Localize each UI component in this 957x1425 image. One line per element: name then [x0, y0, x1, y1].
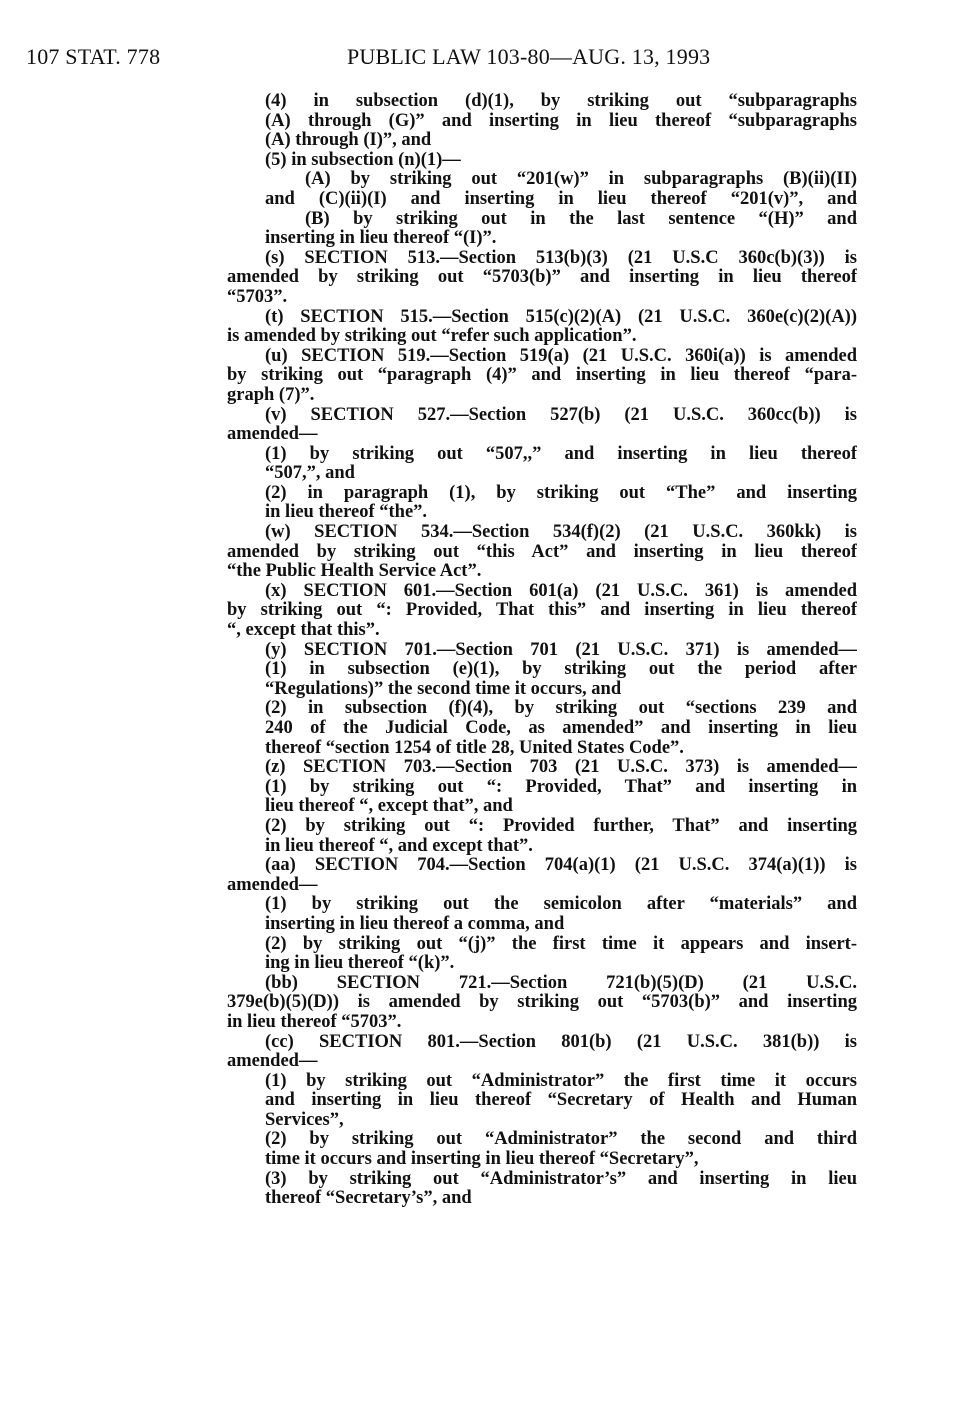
text-line: (x) SECTION 601.—Section 601(a) (21 U.S.C. 361) is amended — [265, 581, 857, 601]
text-line: (bb) SECTION 721.—Section 721(b)(5)(D) (21 U.S.C. — [265, 973, 857, 993]
text-line: (2) by striking out “Administrator” the second and third — [265, 1130, 857, 1150]
text-line: “the Public Health Service Act”. — [227, 561, 482, 582]
text-line: (A) through (G)” and inserting in lieu thereof “subparagraphs — [265, 111, 857, 131]
text-line: (1) by striking out “507,,” and inserting in lieu thereof — [265, 444, 857, 464]
text-line: “, except that this”. — [227, 620, 380, 641]
text-line: 240 of the Judicial Code, as amended” and inserting in lieu — [265, 719, 857, 738]
text-line: (u) SECTION 519.—Section 519(a) (21 U.S.C. 360i(a)) is amended — [265, 346, 857, 366]
text-line: Services”, — [265, 1109, 344, 1130]
text-line: (y) SECTION 701.—Section 701 (21 U.S.C. 371) is amended— — [265, 640, 857, 660]
text-line: (1) by striking out “Administrator” the first time it occurs — [265, 1071, 857, 1091]
document-body — [227, 92, 857, 1209]
text-line: amended— — [227, 1051, 318, 1072]
text-line: “Regulations)” the second time it occurs, and — [265, 678, 622, 699]
text-line: by striking out “: Provided, That this” and inserting in lieu thereof — [227, 601, 857, 621]
text-line: (5) in subsection (n)(1)— — [265, 149, 461, 170]
text-line: amended— — [227, 424, 318, 445]
text-line: (2) in paragraph (1), by striking out “The” and inserting — [265, 483, 857, 503]
text-line: in lieu thereof “the”. — [265, 502, 428, 523]
statute-citation: 107 STAT. 778 — [26, 44, 161, 69]
text-line: (aa) SECTION 704.—Section 704(a)(1) (21 U.S.C. 374(a)(1)) is — [265, 856, 857, 876]
text-line: (A) by striking out “201(w)” in subparagraphs (B)(ii)(II) — [305, 170, 857, 190]
text-line: 379e(b)(5)(D)) is amended by striking out “5703(b)” and inserting — [227, 993, 857, 1013]
text-line: (4) in subsection (d)(1), by striking out “subparagraphs — [265, 92, 857, 111]
text-line: (t) SECTION 515.—Section 515(c)(2)(A) (21 U.S.C. 360e(c)(2)(A)) — [265, 307, 857, 327]
text-line: (B) by striking out in the last sentence “(H)” and — [305, 209, 857, 229]
text-line: (2) by striking out “(j)” the first time it appears and insert- — [265, 934, 857, 954]
text-line: (2) by striking out “: Provided further, That” and inserting — [265, 816, 857, 836]
text-line: and inserting in lieu thereof “Secretary of Health and Human — [265, 1091, 857, 1111]
text-line: is amended by striking out “refer such application”. — [227, 326, 637, 347]
text-line: (3) by striking out “Administrator’s” and inserting in lieu — [265, 1169, 857, 1189]
text-line: (s) SECTION 513.—Section 513(b)(3) (21 U.S.C 360c(b)(3)) is — [265, 248, 857, 268]
text-line: in lieu thereof “5703”. — [227, 1011, 402, 1032]
text-line: (cc) SECTION 801.—Section 801(b) (21 U.S.C. 381(b)) is — [265, 1032, 857, 1052]
text-line: thereof “section 1254 of title 28, United States Code”. — [265, 737, 684, 758]
text-line: lieu thereof “, except that”, and — [265, 796, 513, 817]
text-line: ing in lieu thereof “(k)”. — [265, 953, 455, 974]
text-line: (w) SECTION 534.—Section 534(f)(2) (21 U.S.C. 360kk) is — [265, 523, 857, 543]
text-line: in lieu thereof “, and except that”. — [265, 835, 533, 856]
law-title: PUBLIC LAW 103-80—AUG. 13, 1993 — [347, 44, 711, 69]
text-line: thereof “Secretary’s”, and — [265, 1188, 472, 1209]
text-line: amended by striking out “this Act” and inserting in lieu thereof — [227, 542, 857, 562]
text-line: and (C)(ii)(I) and inserting in lieu thereof “201(v)”, and — [265, 189, 857, 209]
text-line: (1) in subsection (e)(1), by striking out the period after — [265, 660, 857, 680]
text-line: inserting in lieu thereof “(I)”. — [265, 228, 497, 249]
text-line: “5703”. — [227, 286, 288, 307]
text-line: (1) by striking out “: Provided, That” and inserting in — [265, 777, 857, 797]
text-line: (v) SECTION 527.—Section 527(b) (21 U.S.C. 360cc(b)) is — [265, 405, 857, 425]
text-line: (1) by striking out the semicolon after “materials” and — [265, 895, 857, 915]
text-line: (2) in subsection (f)(4), by striking out “sections 239 and — [265, 699, 857, 719]
text-line: (z) SECTION 703.—Section 703 (21 U.S.C. 373) is amended— — [265, 758, 857, 778]
text-line: by striking out “paragraph (4)” and inserting in lieu thereof “para- — [227, 366, 857, 386]
text-line: (A) through (I)”, and — [265, 130, 432, 151]
text-line: time it occurs and inserting in lieu thereof “Secretary”, — [265, 1149, 699, 1170]
text-line: inserting in lieu thereof a comma, and — [265, 913, 565, 934]
text-line: amended by striking out “5703(b)” and inserting in lieu thereof — [227, 268, 857, 288]
text-line: graph (7)”. — [227, 384, 315, 405]
text-line: amended— — [227, 874, 318, 895]
text-line: “507,”, and — [265, 463, 355, 484]
